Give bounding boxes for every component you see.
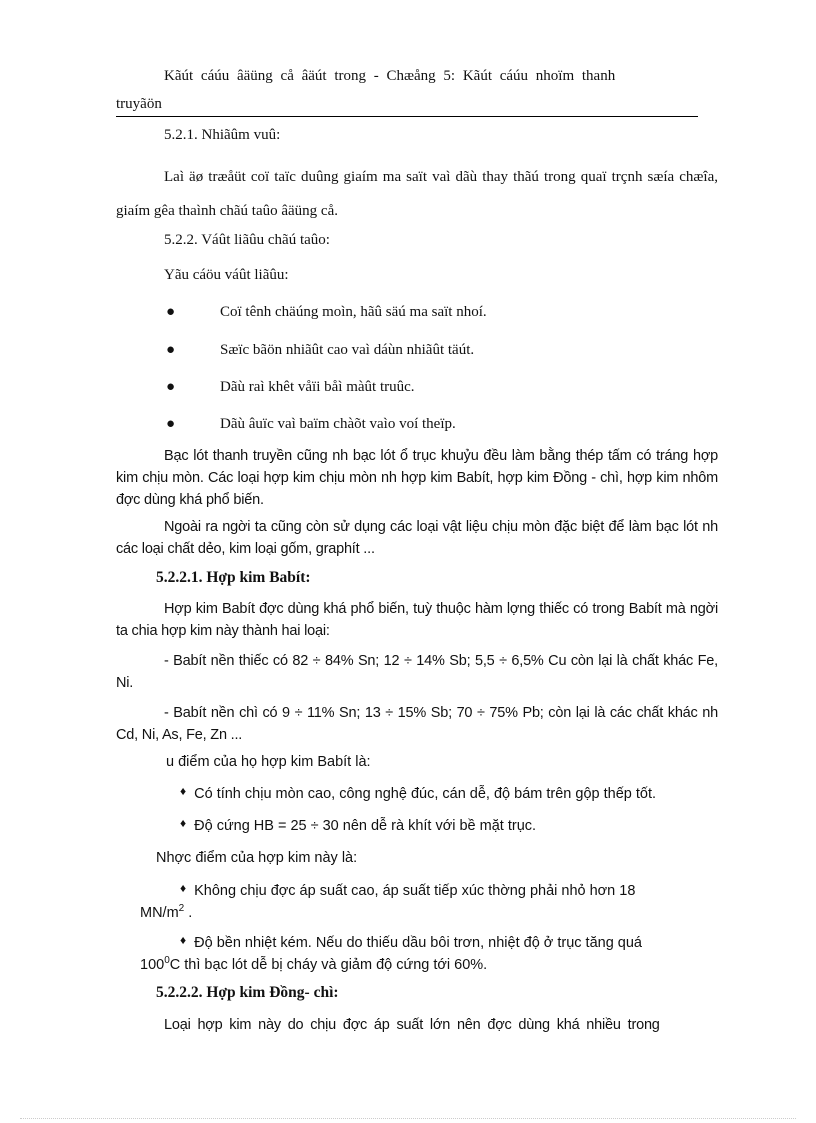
page-header xyxy=(116,62,691,118)
section-heading-5-2-1: 5.2.1. Nhiãûm vuû: xyxy=(164,127,281,143)
degree-superscript: 0 xyxy=(164,955,170,967)
disadvantage-item xyxy=(140,880,720,924)
babit-tin-base: - Babít nền thiếc có 82 ÷ 84% Sn; 12 ÷ 14% Sb; 5,5 ÷ 6,5% Cu còn lại là chất khác Fe, Ni. xyxy=(116,653,718,691)
section-heading-5-2-2: 5.2.2. Váût liãûu chãú taûo: xyxy=(164,232,330,248)
unit-text: MN/m xyxy=(140,905,179,921)
page-bottom-border xyxy=(20,1118,796,1119)
unit-end: . xyxy=(184,905,193,921)
diamond-bullet-icon: ♦ xyxy=(180,816,187,830)
disadvantage-text: Không chịu đợc áp suất cao, áp suất tiếp xúc thờng phải nhỏ hơn 18 xyxy=(194,883,636,899)
materials-paragraph-2: Ngoài ra ngời ta cũng còn sử dụng các loại vật liệu chịu mòn đặc biệt để làm bạc lót nh các loại chất dẻo, kim loại gốm, graphít ... xyxy=(116,519,718,557)
requirement-item: Sæïc bãön nhiãût cao vaì dáùn nhiãût täút. xyxy=(220,342,475,358)
disadvantages-heading: Nhợc điểm của hợp kim này là: xyxy=(156,850,358,866)
copper-lead-paragraph: Loại hợp kim này do chịu đợc áp suất lớn nên đợc dùng khá nhiều trong xyxy=(164,1017,660,1033)
unit-superscript: 2 xyxy=(178,903,185,915)
advantage-item xyxy=(180,786,720,802)
advantages-heading: u điểm của họ hợp kim Babít là: xyxy=(166,754,371,770)
advantage-text: Có tính chịu mòn cao, công nghệ đúc, cán dễ, độ bám trên gộp thếp tốt. xyxy=(194,786,657,802)
diamond-bullet-icon: ♦ xyxy=(180,881,187,895)
section-5-2-1-body: Laì äø træåüt coï taïc duûng giaím ma saït vaì dãù thay thãú trong quaï trçnh sæía chæîa, giaím gêa thaình chãú taûo âäüng cå. xyxy=(116,169,718,219)
bullet-icon: ● xyxy=(166,379,176,395)
bullet-icon: ● xyxy=(166,342,176,358)
diamond-bullet-icon: ♦ xyxy=(180,784,187,798)
header-rule xyxy=(116,116,698,117)
babit-paragraph-1: Hợp kim Babít đợc dùng khá phổ biến, tuỳ thuộc hàm lợng thiếc có trong Babít mà ngời ta chia hợp kim này thành hai loại: xyxy=(116,601,718,639)
header-title-line2: truyãön xyxy=(116,96,162,112)
temperature-value: 100 xyxy=(140,957,165,973)
bullet-icon: ● xyxy=(166,304,176,320)
materials-paragraph-1: Bạc lót thanh truyền cũng nh bạc lót ổ trục khuỷu đều làm bằng thép tấm có tráng hợp kim chịu mòn. Các loại hợp kim chịu mòn nh hợp kim Babít, hợp kim Đồng - chì, hợp kim nhôm đợc dùng khá phổ biến. xyxy=(116,448,718,508)
requirement-item: Dãù raì khêt våïi båì màût truûc. xyxy=(220,379,415,395)
bullet-icon: ● xyxy=(166,416,176,432)
requirements-label: Yãu cáöu váût liãûu: xyxy=(164,267,289,283)
disadvantage-text-cont: C thì bạc lót dễ bị cháy và giảm độ cứng tới 60%. xyxy=(169,957,488,973)
section-heading-5-2-2-2: 5.2.2.2. Hợp kim Đồng- chì: xyxy=(156,984,339,1001)
diamond-bullet-icon: ♦ xyxy=(180,933,187,947)
disadvantage-item xyxy=(140,932,720,976)
requirement-item: Dãù âuïc vaì baïm chàõt vaìo voí theïp. xyxy=(220,416,456,432)
header-title-line1: Kãút cáúu âäüng cå âäút trong - Chæång 5: Kãút cáúu nhoïm thanh xyxy=(164,68,616,84)
babit-lead-base: - Babít nền chì có 9 ÷ 11% Sn; 13 ÷ 15% Sb; 70 ÷ 75% Pb; còn lại là các chất khác nh Cd, Ni, As, Fe, Zn ... xyxy=(116,705,718,743)
requirement-item: Coï tênh chäúng moìn, hãû säú ma saït nhoí. xyxy=(220,304,487,320)
disadvantage-text: Độ bền nhiệt kém. Nếu do thiếu dầu bôi trơn, nhiệt độ ở trục tăng quá xyxy=(194,935,642,951)
advantage-text: Độ cứng HB = 25 ÷ 30 nên dễ rà khít với bề mặt trục. xyxy=(194,818,537,834)
advantage-item xyxy=(180,818,720,834)
section-heading-5-2-2-1: 5.2.2.1. Hợp kim Babít: xyxy=(156,569,311,586)
